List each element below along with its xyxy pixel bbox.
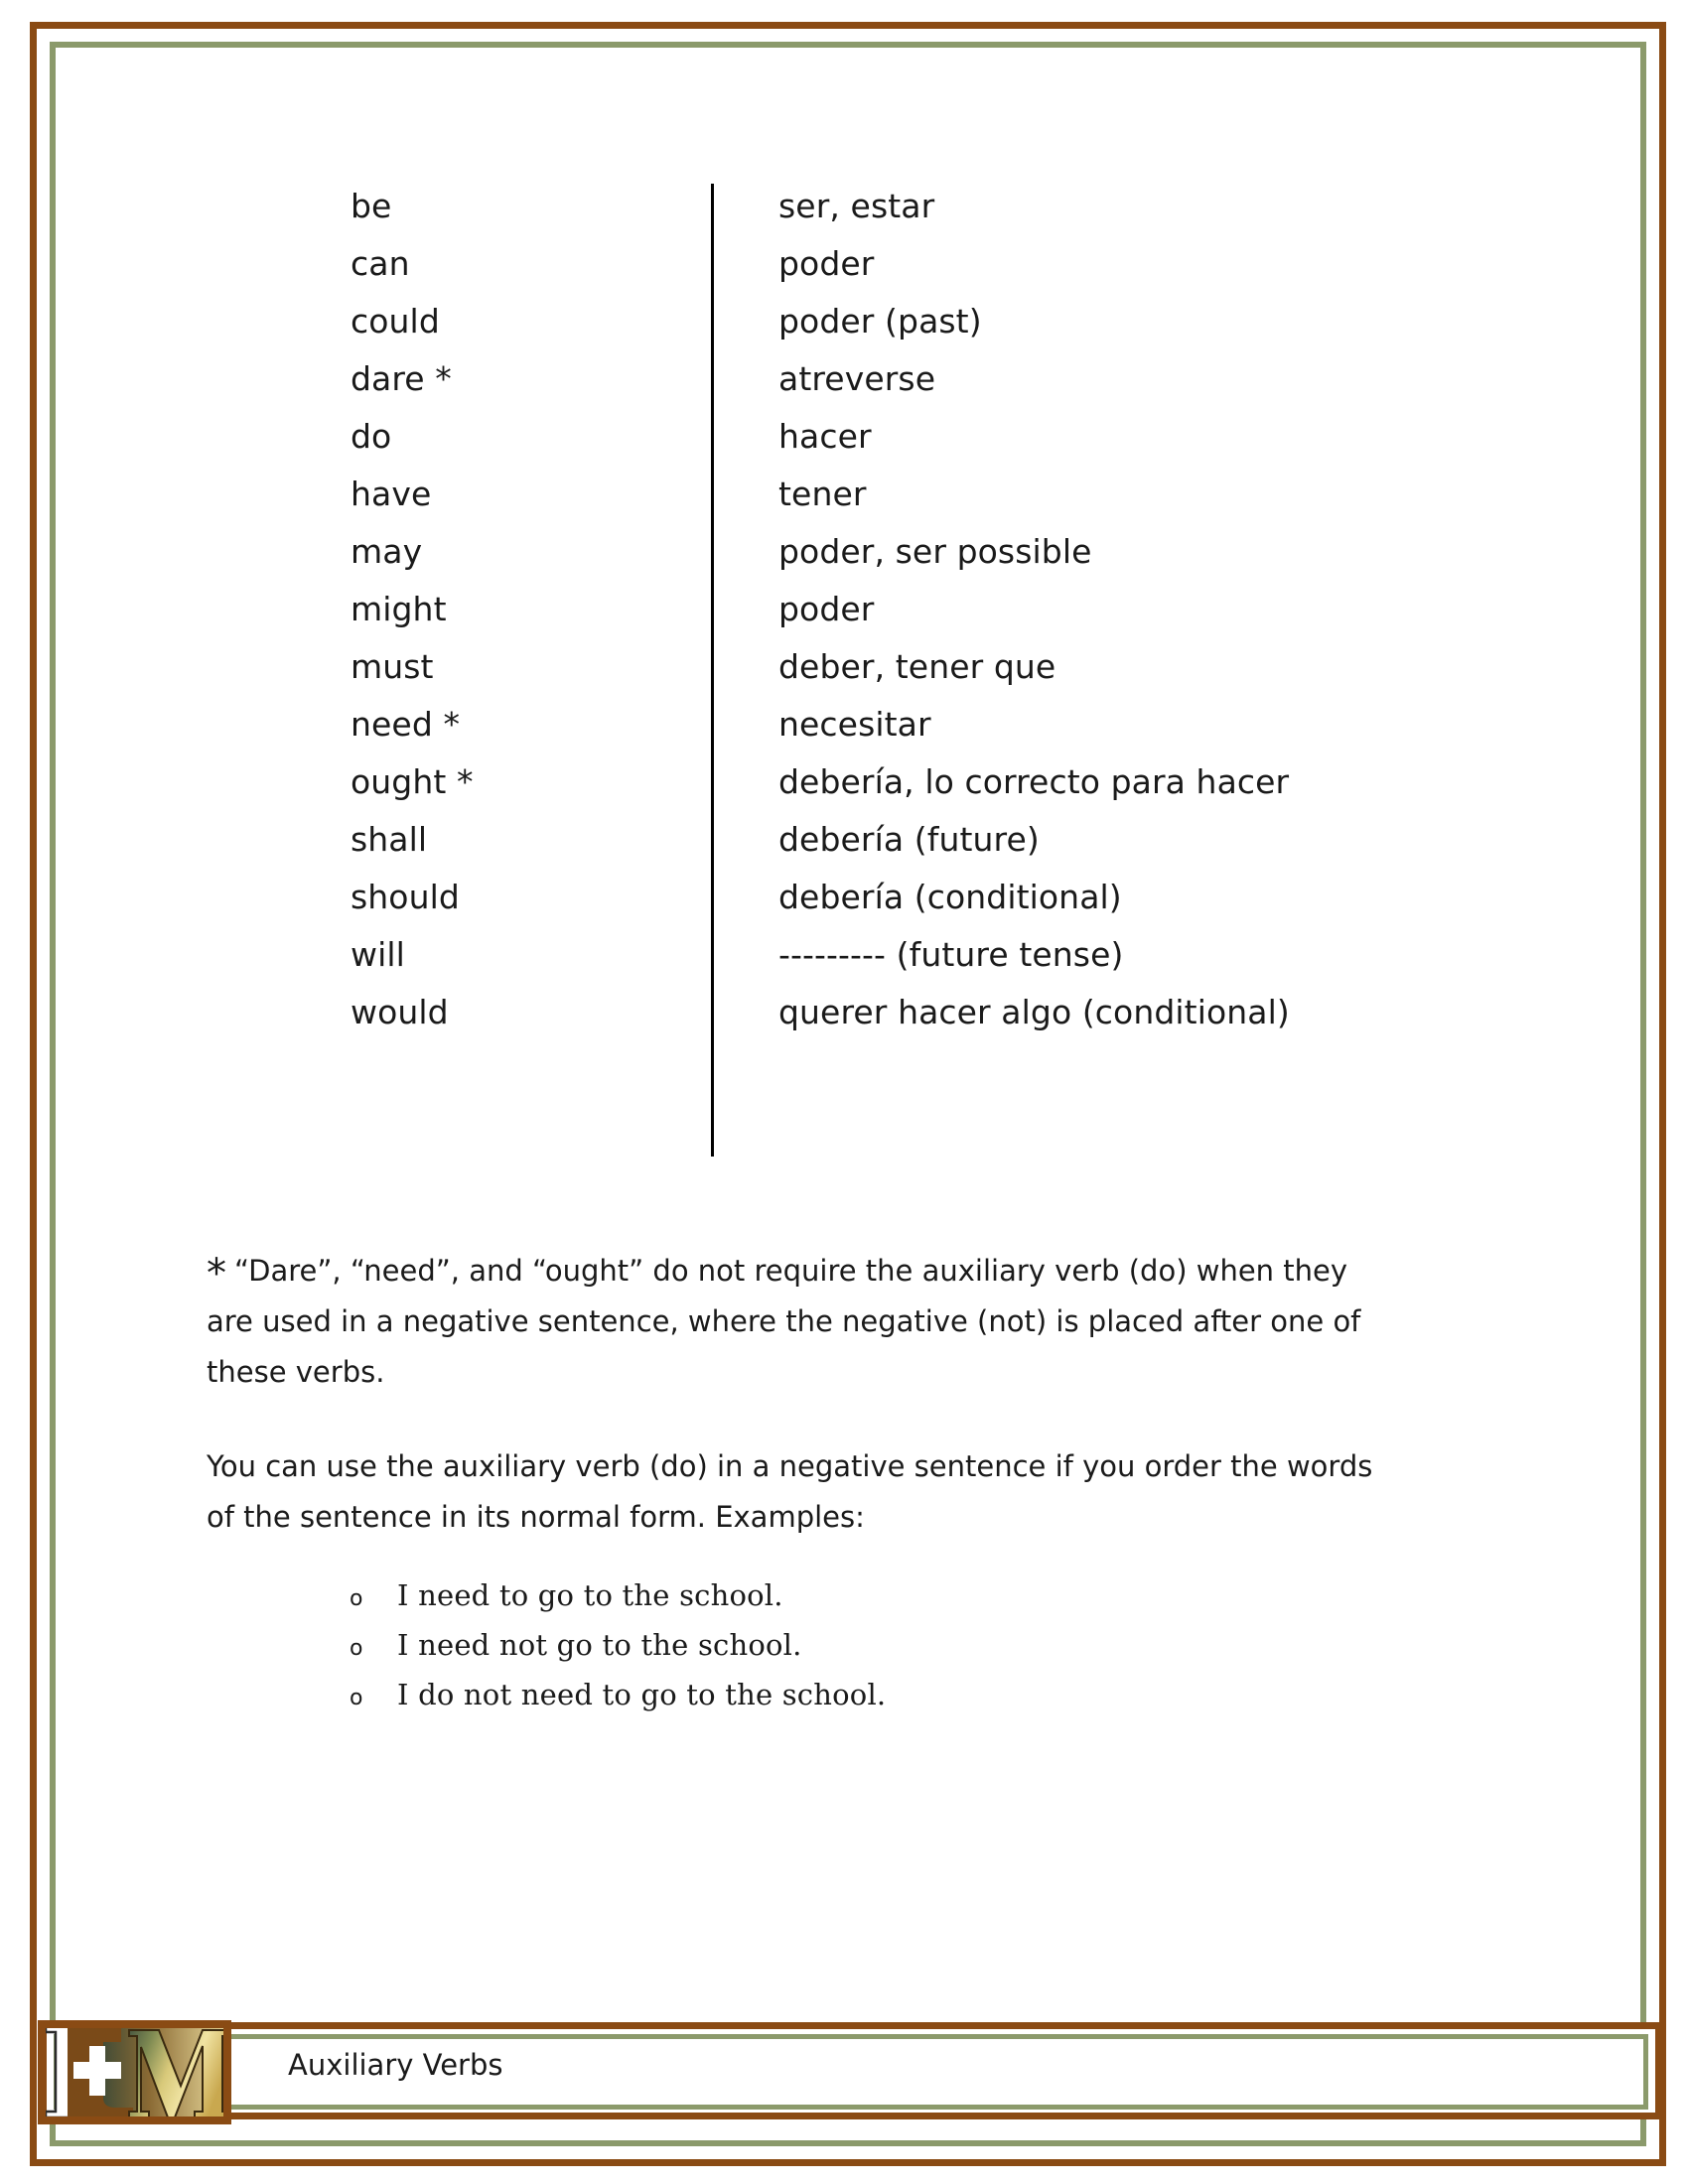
lm-logo-icon [38, 2020, 231, 2124]
verb-spanish: hacer [778, 417, 872, 456]
example-sentence: I need to go to the school. [397, 1578, 783, 1612]
verb-spanish: debería (future) [778, 820, 1040, 859]
footer-title: Auxiliary Verbs [288, 2048, 503, 2082]
explanation-paragraph: You can use the auxiliary verb (do) in a negative sentence if you order the words of the sentence in its normal form. Examples: [207, 1449, 1373, 1534]
verb-english: could [351, 302, 440, 341]
verb-spanish: debería (conditional) [778, 878, 1122, 916]
examples-list [350, 1578, 1243, 1727]
verb-spanish: ser, estar [778, 187, 935, 225]
verb-english: might [351, 590, 447, 628]
table-row [338, 817, 1331, 875]
verb-english: need * [351, 705, 461, 744]
table-row [338, 356, 1331, 414]
auxiliary-verb-table [338, 184, 1331, 1047]
verb-spanish: querer hacer algo (conditional) [778, 993, 1290, 1031]
notes-block [207, 1246, 1394, 1543]
verb-spanish: debería, lo correcto para hacer [778, 762, 1290, 801]
verb-spanish: necesitar [778, 705, 931, 744]
verb-spanish: deber, tener que [778, 647, 1056, 686]
verb-english: must [351, 647, 434, 686]
footnote-text: “Dare”, “need”, and “ought” do not require the auxiliary verb (do) when they are used in a negative sentence, where the negative (not) is placed after one of these verbs. [207, 1254, 1361, 1389]
lm-logo [38, 2020, 231, 2124]
table-row [338, 990, 1331, 1047]
footnote-paragraph [207, 1246, 1394, 1398]
verb-english: may [351, 532, 423, 571]
verb-english: have [351, 475, 432, 513]
list-bullet-icon: o [350, 1686, 363, 1710]
verb-english: shall [351, 820, 428, 859]
table-row [338, 587, 1331, 644]
list-item [350, 1578, 1243, 1628]
list-item [350, 1628, 1243, 1678]
verb-spanish: --------- (future tense) [778, 935, 1124, 974]
list-item [350, 1678, 1243, 1727]
asterisk-marker: * [207, 1251, 226, 1297]
verb-spanish: poder [778, 244, 875, 283]
table-row [338, 702, 1331, 759]
verb-english: be [351, 187, 392, 225]
verb-english: dare * [351, 359, 452, 398]
verb-english: can [351, 244, 410, 283]
verb-spanish: poder, ser possible [778, 532, 1092, 571]
table-row [338, 414, 1331, 472]
verb-spanish: tener [778, 475, 867, 513]
table-row [338, 875, 1331, 932]
verb-english: would [351, 993, 449, 1031]
table-row [338, 299, 1331, 356]
verb-spanish: poder (past) [778, 302, 982, 341]
list-bullet-icon: o [350, 1586, 363, 1611]
footer-bar [40, 2022, 1662, 2119]
table-row [338, 241, 1331, 299]
table-column-divider [711, 184, 714, 1157]
verb-spanish: atreverse [778, 359, 936, 398]
verb-english: ought * [351, 762, 474, 801]
example-sentence: I need not go to the school. [397, 1628, 802, 1662]
example-sentence: I do not need to go to the school. [397, 1678, 887, 1711]
table-row [338, 472, 1331, 529]
table-row [338, 529, 1331, 587]
table-row [338, 644, 1331, 702]
verb-english: should [351, 878, 460, 916]
verb-english: do [351, 417, 392, 456]
table-row [338, 932, 1331, 990]
verb-spanish: poder [778, 590, 875, 628]
list-bullet-icon: o [350, 1636, 363, 1661]
table-row [338, 184, 1331, 241]
verb-english: will [351, 935, 405, 974]
table-row [338, 759, 1331, 817]
